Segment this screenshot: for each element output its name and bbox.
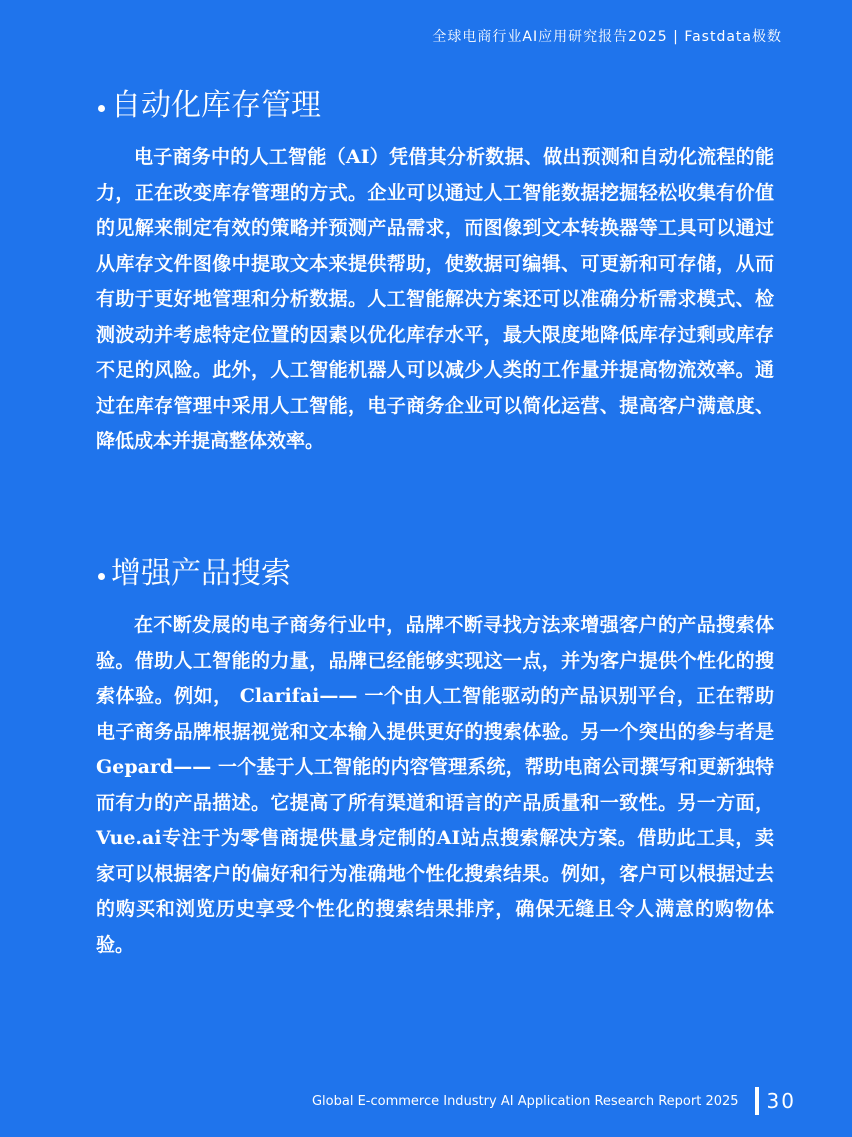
bullet-icon xyxy=(98,105,105,112)
footer-divider xyxy=(755,1087,759,1115)
section-title xyxy=(96,552,774,596)
footer-report-title: Global E-commerce Industry AI Application Research Report 2025 xyxy=(311,1093,739,1109)
bullet-icon xyxy=(98,573,105,580)
report-header: 全球电商行业AI应用研究报告2025 | Fastdata极数 xyxy=(432,29,782,45)
section-paragraph: 在不断发展的电子商务行业中，品牌不断寻找方法来增强客户的产品搜索体验。借助人工智能的力量，品牌已经能够实现这一点，并为客户提供个性化的搜索体验。例如， Clarifai—— 一个由人工智能驱动的产品识别平台，正在帮助电子商务品牌根据视觉和文本输入提供更好的搜索体验。另一个突出的参与者是Gepard—— 一个基于人工智能的内容管理系统，帮助电商公司撰写和更新独特而有力的产品描述。它提高了所有渠道和语言的产品质量和一致性。另一方面，Vue.ai专注于为零售商提供量身定制的AI站点搜索解决方案。借助此工具，卖家可以根据客户的偏好和行为准确地个性化搜索结果。例如，客户可以根据过去的购买和浏览历史享受个性化的搜索结果排序，确保无缝且令人满意的购物体验。 xyxy=(96,614,774,956)
section-title-text: 自动化库存管理 xyxy=(111,88,321,123)
section-title-text: 增强产品搜索 xyxy=(111,556,291,591)
page-number: 30 xyxy=(766,1089,796,1113)
section-product-search xyxy=(96,552,774,963)
page-footer xyxy=(312,1087,796,1115)
section-inventory-management xyxy=(96,84,774,460)
section-paragraph: 电子商务中的人工智能（AI）凭借其分析数据、做出预测和自动化流程的能力，正在改变库存管理的方式。企业可以通过人工智能数据挖掘轻松收集有价值的见解来制定有效的策略并预测产品需求，而图像到文本转换器等工具可以通过从库存文件图像中提取文本来提供帮助，使数据可编辑、可更新和可存储，从而有助于更好地管理和分析数据。人工智能解决方案还可以准确分析需求模式、检测波动并考虑特定位置的因素以优化库存水平，最大限度地降低库存过剩或库存不足的风险。此外，人工智能机器人可以减少人类的工作量并提高物流效率。通过在库存管理中采用人工智能，电子商务企业可以简化运营、提高客户满意度、降低成本并提高整体效率。 xyxy=(96,146,774,452)
section-title xyxy=(96,84,774,128)
